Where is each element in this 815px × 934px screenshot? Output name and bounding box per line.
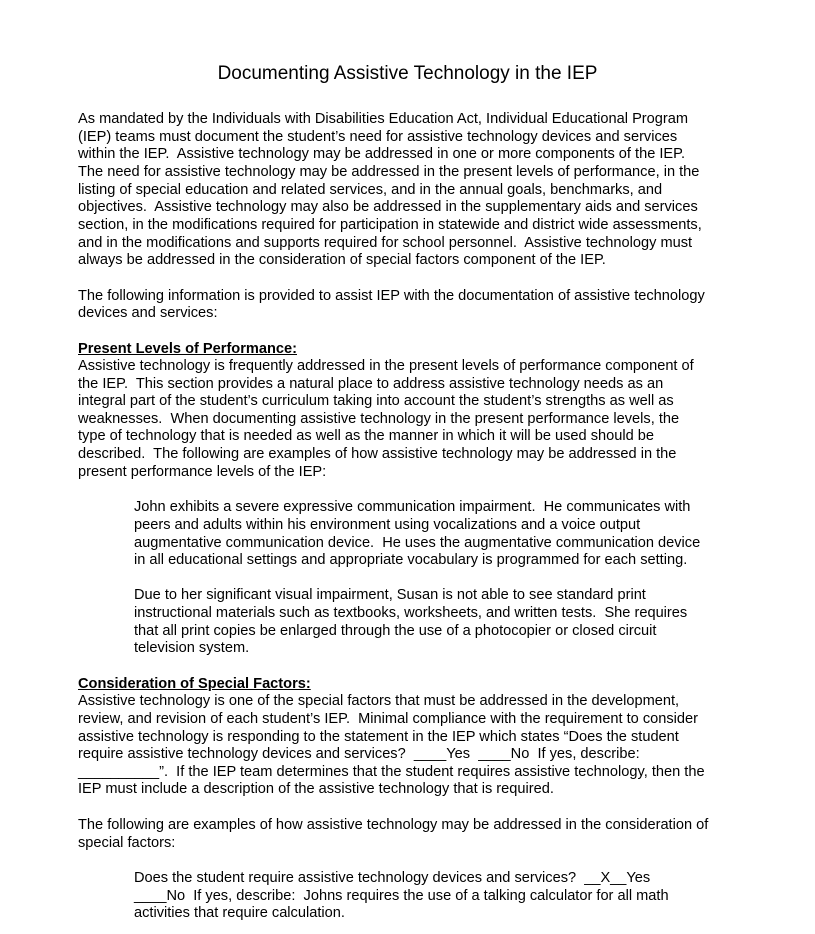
example-john-line: in all educational settings and appropriate vocabulary is programmed for each setting. — [134, 552, 688, 568]
example-calculator-line: activities that require calculation. — [134, 905, 345, 921]
intro-line: always be addressed in the consideration of special factors component of the IEP. — [78, 252, 606, 268]
example-susan-line: instructional materials such as textbooks, worksheets, and written tests. She requires — [134, 605, 688, 621]
special-factors-line: __________”. If the IEP team determines that the student requires assistive technology, then the — [78, 764, 705, 780]
example-susan-line: Due to her significant visual impairment, Susan is not able to see standard print — [134, 587, 646, 603]
example-calculator-line: ____No If yes, describe: Johns requires the use of a talking calculator for all math — [134, 888, 669, 904]
intro-line: section, in the modifications required for participation in statewide and district wide assessments, — [78, 217, 702, 233]
example-susan-line: that all print copies be enlarged through the use of a photocopier or closed circuit — [134, 623, 657, 639]
intro-line: As mandated by the Individuals with Disabilities Education Act, Individual Educational Program — [78, 111, 689, 127]
special-factors-line: require assistive technology devices and services? ____Yes ____No If yes, describe: — [78, 746, 640, 762]
special-factors-line: Assistive technology is one of the special factors that must be addressed in the development, — [78, 693, 680, 709]
intro-line: listing of special education and related services, and in the annual goals, benchmarks, and — [78, 182, 663, 198]
present-levels-line: integral part of the student’s curriculum taking into account the student’s strengths as well as — [78, 393, 674, 409]
intro-line: objectives. Assistive technology may also be addressed in the supplementary aids and services — [78, 199, 698, 215]
special-factors-info-line: special factors: — [78, 835, 176, 851]
present-levels-line: the IEP. This section provides a natural place to address assistive technology needs as an — [78, 376, 664, 392]
present-levels-line: described. The following are examples of how assistive technology may be addressed in the — [78, 446, 677, 462]
present-levels-line: type of technology that is needed as well as the manner in which it will be used should be — [78, 428, 654, 444]
present-levels-line: present performance levels of the IEP: — [78, 464, 327, 480]
intro-line: and in the modifications and supports required for school personnel. Assistive technology must — [78, 235, 693, 251]
document-title: Documenting Assistive Technology in the IEP — [217, 63, 598, 84]
special-factors-line: assistive technology is responding to the statement in the IEP which states “Does the student — [78, 729, 679, 745]
special-factors-heading: Consideration of Special Factors: — [78, 676, 311, 692]
present-levels-heading: Present Levels of Performance: — [78, 341, 297, 357]
info-line: devices and services: — [78, 305, 218, 321]
present-levels-line: Assistive technology is frequently addressed in the present levels of performance component of — [78, 358, 694, 374]
intro-line: within the IEP. Assistive technology may be addressed in one or more components of the IEP. — [78, 146, 686, 162]
special-factors-line: review, and revision of each student’s IEP. Minimal compliance with the requirement to consider — [78, 711, 699, 727]
special-factors-info-line: The following are examples of how assistive technology may be addressed in the consideration of — [78, 817, 709, 833]
special-factors-line: IEP must include a description of the assistive technology that is required. — [78, 781, 554, 797]
example-calculator-line: Does the student require assistive technology devices and services? __X__Yes — [134, 870, 651, 886]
example-john-line: peers and adults within his environment using vocalizations and a voice output — [134, 517, 641, 533]
intro-line: The need for assistive technology may be addressed in the present levels of performance, in the — [78, 164, 700, 180]
example-susan-line: television system. — [134, 640, 250, 656]
info-line: The following information is provided to assist IEP with the documentation of assistive technology — [78, 288, 705, 304]
example-john-line: John exhibits a severe expressive communication impairment. He communicates with — [134, 499, 691, 515]
intro-line: (IEP) teams must document the student’s need for assistive technology devices and services — [78, 129, 678, 145]
present-levels-line: weaknesses. When documenting assistive technology in the present performance levels, the — [78, 411, 680, 427]
example-john-line: augmentative communication device. He uses the augmentative communication device — [134, 535, 701, 551]
